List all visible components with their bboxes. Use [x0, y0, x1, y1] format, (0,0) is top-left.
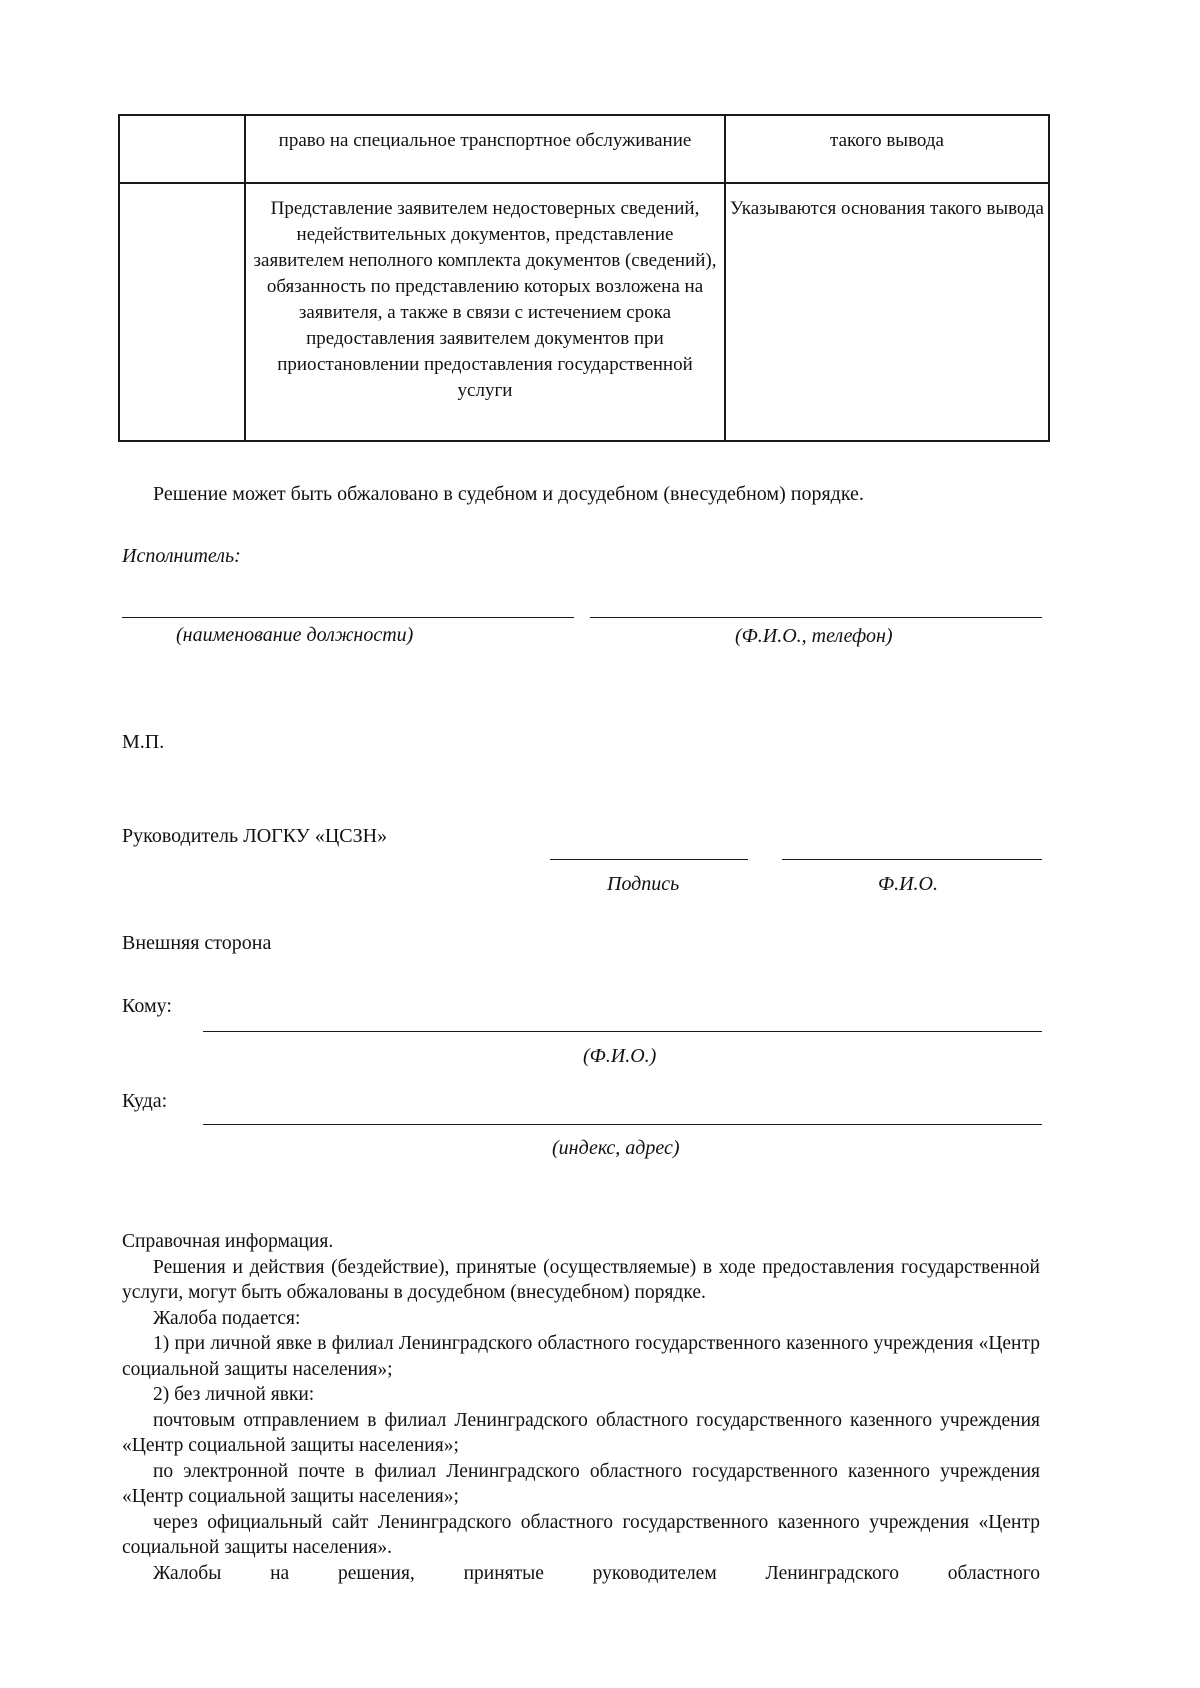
table-cell: такого вывода — [725, 115, 1049, 183]
name-phone-caption: (Ф.И.О., телефон) — [735, 625, 893, 647]
position-line — [122, 617, 574, 618]
table-cell: Указываются основания такого вывода — [725, 183, 1049, 441]
position-caption: (наименование должности) — [176, 624, 414, 646]
reference-paragraph: по электронной почте в филиал Ленинградского областного государственного казенного учреждения «Центр социальной защиты населения»; — [122, 1460, 1040, 1507]
where-label: Куда: — [122, 1090, 168, 1112]
reference-paragraph: Жалобы на решения, принятые руководителем Ленинградского областного — [153, 1562, 1040, 1584]
stamp-place: М.П. — [122, 731, 165, 753]
to-label: Кому: — [122, 995, 172, 1017]
to-caption: (Ф.И.О.) — [583, 1045, 657, 1067]
head-name-line — [782, 859, 1042, 860]
reference-paragraph: 2) без личной явки: — [153, 1384, 315, 1405]
reference-heading: Справочная информация. — [122, 1231, 334, 1252]
table-cell — [119, 183, 245, 441]
name-phone-line — [590, 617, 1042, 618]
to-line — [203, 1031, 1042, 1032]
reference-paragraph: почтовым отправлением в филиал Ленинградского областного государственного казенного учреждения «Центр социальной защиты населения»; — [122, 1409, 1040, 1456]
reference-paragraph: Решения и действия (бездействие), принятые (осуществляемые) в ходе предоставления государственной услуги, могут быть обжалованы в досудебном (внесудебном) порядке. — [122, 1256, 1040, 1303]
executor-label: Исполнитель: — [122, 545, 241, 567]
where-line — [203, 1124, 1042, 1125]
reference-paragraph: 1) при личной явке в филиал Ленинградского областного государственного казенного учреждения «Центр социальной защиты населения»; — [122, 1333, 1040, 1380]
outer-side-title: Внешняя сторона — [122, 932, 272, 954]
signature-caption: Подпись — [607, 873, 680, 895]
head-label: Руководитель ЛОГКУ «ЦСЗН» — [122, 825, 388, 847]
appeal-notice: Решение может быть обжаловано в судебном и досудебном (внесудебном) порядке. — [153, 483, 864, 505]
grounds-table — [118, 114, 1050, 442]
signature-line — [550, 859, 748, 860]
reference-paragraph: Жалоба подается: — [153, 1307, 301, 1329]
table-row — [119, 183, 1049, 441]
table-row — [119, 115, 1049, 183]
table-cell: право на специальное транспортное обслуживание — [245, 115, 725, 183]
head-name-caption: Ф.И.О. — [878, 873, 938, 895]
reference-paragraph: через официальный сайт Ленинградского областного государственного казенного учреждения «Центр социальной защиты населения». — [122, 1511, 1040, 1558]
table-cell — [119, 115, 245, 183]
reference-info — [122, 1229, 1040, 1586]
where-caption: (индекс, адрес) — [552, 1137, 680, 1159]
table-cell: Представление заявителем недостоверных сведений, недействительных документов, представление заявителем неполного комплекта документов (сведений), обязанность по представлению которых возложена на заявителя, а также в связи с истечением срока предоставления заявителем документов при приостановлении предоставления государственной услуги — [245, 183, 725, 441]
